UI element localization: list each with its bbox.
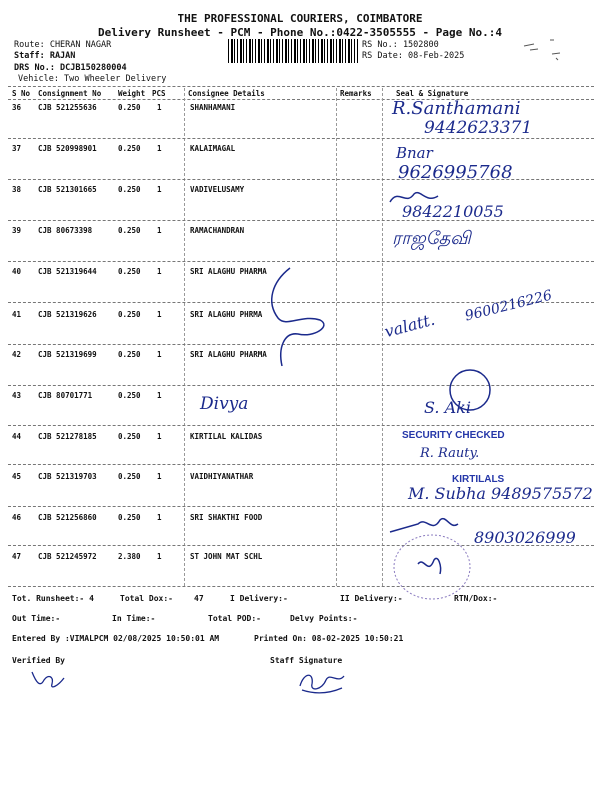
i-delivery: I Delivery:-	[230, 594, 288, 603]
row-46-consignee: SRI SHAKTHI FOOD	[190, 513, 263, 522]
row-rule	[8, 220, 594, 221]
row-42-sno: 42	[12, 350, 22, 359]
row-47-cons: CJB 521245972	[38, 552, 97, 561]
row-42-weight: 0.250	[118, 350, 141, 359]
row-40-cons: CJB 521319644	[38, 267, 97, 276]
total-pod: Total POD:-	[208, 614, 261, 623]
consignee-divider	[184, 88, 185, 586]
total-dox-label: Total Dox:-	[120, 594, 173, 603]
col-seal-signature: Seal & Signature	[396, 89, 469, 98]
row-42-cons: CJB 521319699	[38, 350, 97, 359]
vehicle-label: Vehicle: Two Wheeler Delivery	[18, 74, 167, 84]
row-40-sno: 40	[12, 267, 22, 276]
staff-signature	[294, 666, 348, 696]
row-44-consignee: KIRTILAL KALIDAS	[190, 432, 263, 441]
row-36-cons: CJB 521255636	[38, 103, 97, 112]
row-39-cons: CJB 80673398	[38, 226, 93, 235]
route-label: Route: CHERAN NAGAR	[14, 40, 112, 50]
row-44-cons: CJB 521278185	[38, 432, 97, 441]
rtn-dox: RTN/Dox:-	[454, 594, 498, 603]
row-41-consignee: SRI ALAGHU PHRMA	[190, 310, 263, 319]
rs-date: RS Date: 08-Feb-2025	[362, 51, 465, 61]
row-45-cons: CJB 521319703	[38, 472, 97, 481]
row-41-weight: 0.250	[118, 310, 141, 319]
signature-43-name: Divya	[200, 394, 249, 414]
remarks-divider	[336, 88, 337, 586]
signature-41-phone: 9600216226	[463, 287, 554, 325]
corner-marks	[520, 32, 570, 62]
signature-37-name: Bnar	[396, 144, 433, 162]
col-remarks: Remarks	[340, 89, 372, 98]
signature-43-initials: S. Aki	[424, 398, 471, 417]
signature-45-name: R. Rauty.	[420, 446, 480, 461]
row-44-sno: 44	[12, 432, 22, 441]
col-consignment: Consignment No	[38, 89, 102, 98]
row-45-sno: 45	[12, 472, 22, 481]
row-rule	[8, 385, 594, 386]
security-checked-stamp: SECURITY CHECKED	[402, 430, 505, 441]
signature-38-phone: 9842210055	[402, 202, 504, 221]
signature-37-phone: 9626995768	[398, 162, 513, 183]
out-time: Out Time:-	[12, 614, 61, 623]
entered-by: Entered By :VIMALPCM 02/08/2025 10:50:01 AM	[12, 634, 220, 643]
row-rule	[8, 506, 594, 507]
row-39-sno: 39	[12, 226, 22, 235]
row-41-cons: CJB 521319626	[38, 310, 97, 319]
row-45-weight: 0.250	[118, 472, 141, 481]
signature-41-name: valatt.	[382, 309, 437, 342]
row-43-weight: 0.250	[118, 391, 141, 400]
row-46-pcs: 1	[157, 513, 162, 522]
drs-label: DRS No.: DCJB150280004	[14, 63, 127, 73]
table-top-rule	[8, 86, 594, 87]
seal-43-circle	[446, 366, 494, 414]
row-41-sno: 41	[12, 310, 22, 319]
row-44-weight: 0.250	[118, 432, 141, 441]
row-41-pcs: 1	[157, 310, 162, 319]
tot-runsheet: Tot. Runsheet:- 4	[12, 594, 94, 603]
row-40-consignee: SRI ALAGHU PHARMA	[190, 267, 267, 276]
verified-signature	[28, 666, 68, 692]
row-42-consignee: SRI ALAGHU PHARMA	[190, 350, 267, 359]
seal-divider	[382, 88, 383, 586]
row-39-consignee: RAMACHANDRAN	[190, 226, 245, 235]
row-rule	[8, 138, 594, 139]
row-46-cons: CJB 521256860	[38, 513, 97, 522]
row-38-cons: CJB 521301665	[38, 185, 97, 194]
col-weight: Weight	[118, 89, 146, 98]
row-45-consignee: VAIDHIYANATHAR	[190, 472, 254, 481]
row-46-sno: 46	[12, 513, 22, 522]
row-37-pcs: 1	[157, 144, 162, 153]
row-38-weight: 0.250	[118, 185, 141, 194]
bracket-40-42	[262, 262, 332, 372]
school-seal	[388, 530, 476, 604]
row-rule	[8, 425, 594, 426]
runsheet-subtitle: Delivery Runsheet - PCM - Phone No.:0422-3505555 - Page No.:4	[98, 26, 502, 39]
row-39-weight: 0.250	[118, 226, 141, 235]
col-consignee: Consignee Details	[188, 89, 265, 98]
row-37-consignee: KALAIMAGAL	[190, 144, 236, 153]
row-36-pcs: 1	[157, 103, 162, 112]
signature-45-phone: M. Subha 9489575572	[408, 484, 593, 503]
verified-by: Verified By	[12, 656, 65, 665]
delvy-points: Delvy Points:-	[290, 614, 358, 623]
row-40-weight: 0.250	[118, 267, 141, 276]
signature-39: ராஜதேவி	[392, 228, 471, 249]
row-45-pcs: 1	[157, 472, 162, 481]
row-47-consignee: ST JOHN MAT SCHL	[190, 552, 263, 561]
staff-label: Staff: RAJAN	[14, 51, 76, 61]
kirtilals-stamp: KIRTILALS	[452, 474, 505, 485]
row-46-weight: 0.250	[118, 513, 141, 522]
row-47-weight: 2.380	[118, 552, 141, 561]
ii-delivery: II Delivery:-	[340, 594, 403, 603]
row-39-pcs: 1	[157, 226, 162, 235]
row-rule	[8, 464, 594, 465]
col-pcs: PCS	[152, 89, 166, 98]
row-47-sno: 47	[12, 552, 22, 561]
row-44-pcs: 1	[157, 432, 162, 441]
row-38-consignee: VADIVELUSAMY	[190, 185, 245, 194]
row-43-sno: 43	[12, 391, 22, 400]
company-title: THE PROFESSIONAL COURIERS, COIMBATORE	[177, 12, 423, 25]
printed-on: Printed On: 08-02-2025 10:50:21	[254, 634, 404, 643]
staff-signature-label: Staff Signature	[270, 656, 343, 665]
total-dox-value: 47	[194, 594, 204, 603]
row-43-cons: CJB 80701771	[38, 391, 93, 400]
in-time: In Time:-	[112, 614, 156, 623]
table-bottom-rule	[8, 586, 594, 587]
rs-number: RS No.: 1502800	[362, 40, 439, 50]
row-37-cons: CJB 520998901	[38, 144, 97, 153]
row-42-pcs: 1	[157, 350, 162, 359]
row-37-weight: 0.250	[118, 144, 141, 153]
row-38-sno: 38	[12, 185, 22, 194]
row-38-pcs: 1	[157, 185, 162, 194]
signature-36-phone: 9442623371	[424, 118, 533, 138]
signature-36-name: R.Santhamani	[392, 98, 521, 119]
row-36-sno: 36	[12, 103, 22, 112]
row-37-sno: 37	[12, 144, 22, 153]
signature-46-phone: 8903026999	[474, 528, 576, 547]
row-47-pcs: 1	[157, 552, 162, 561]
row-43-pcs: 1	[157, 391, 162, 400]
col-sno: S No	[12, 89, 31, 98]
row-40-pcs: 1	[157, 267, 162, 276]
barcode	[228, 39, 358, 63]
row-36-weight: 0.250	[118, 103, 141, 112]
row-36-consignee: SHANHAMANI	[190, 103, 236, 112]
